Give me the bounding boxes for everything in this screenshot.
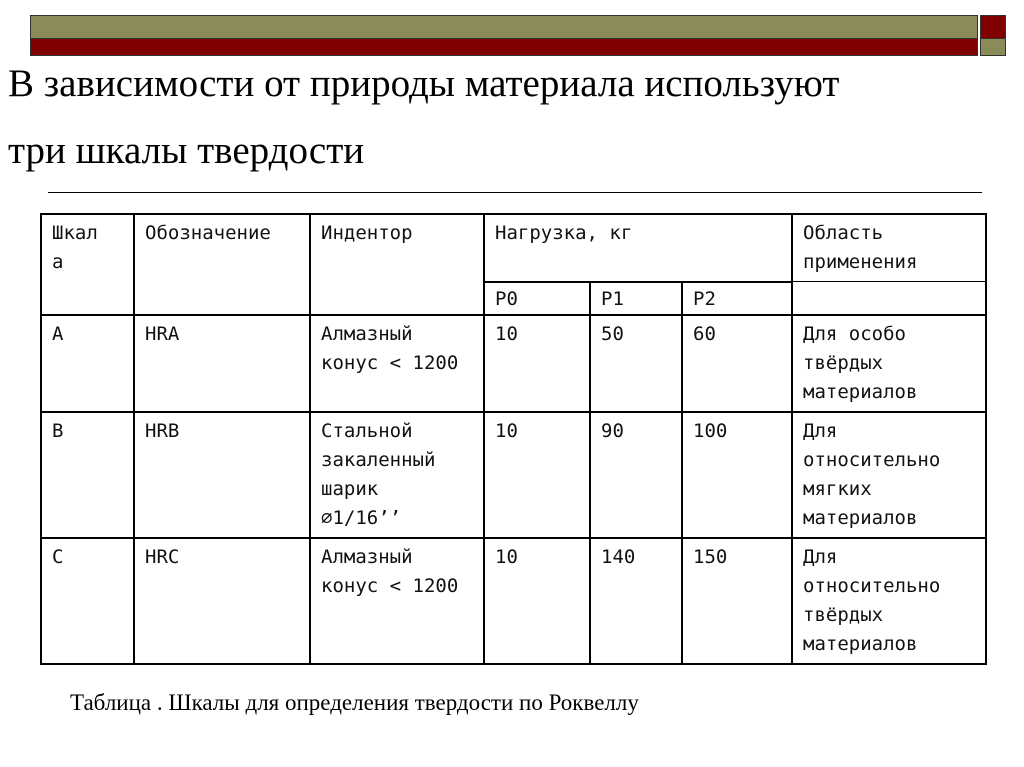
cell-scale: A: [41, 315, 134, 412]
cell-scale: C: [41, 538, 134, 664]
cell-designation: HRC: [134, 538, 310, 664]
slide-title-line1: В зависимости от природы материала используют: [8, 62, 840, 105]
cell-p2: 150: [682, 538, 792, 664]
cell-p2: 60: [682, 315, 792, 412]
cell-application: Для относительно твёрдых материалов: [792, 538, 986, 664]
table-row: [41, 315, 986, 412]
cell-designation: HRA: [134, 315, 310, 412]
cell-application: Для особо твёрдых материалов: [792, 315, 986, 412]
cell-p0: 10: [484, 538, 590, 664]
cell-designation: HRB: [134, 412, 310, 538]
slide-title: [8, 50, 1008, 184]
table-row: [41, 412, 986, 538]
header-scale: Шкал а: [41, 214, 134, 315]
header-load: Нагрузка, кг: [484, 214, 792, 282]
cell-p0: 10: [484, 412, 590, 538]
table-row: [41, 538, 986, 664]
header-bar-olive: [30, 15, 978, 39]
header-corner-maroon: [980, 15, 1006, 39]
header-row: [41, 214, 986, 282]
cell-indenter: Алмазный конус < 1200: [310, 315, 484, 412]
slide-title-line2: три шкалы твердости: [8, 129, 365, 172]
cell-p2: 100: [682, 412, 792, 538]
cell-p1: 140: [590, 538, 682, 664]
cell-p1: 50: [590, 315, 682, 412]
header-application-blank: [792, 282, 986, 315]
header-indenter: Индентор: [310, 214, 484, 315]
header-p0: P0: [484, 282, 590, 315]
cell-p1: 90: [590, 412, 682, 538]
cell-application: Для относительно мягких материалов: [792, 412, 986, 538]
cell-scale: B: [41, 412, 134, 538]
table-caption: Таблица . Шкалы для определения твердости по Роквеллу: [70, 690, 639, 715]
cell-indenter: Стальной закаленный шарик ∅1/16’’: [310, 412, 484, 538]
header-p2: P2: [682, 282, 792, 315]
header-application: Область применения: [792, 214, 986, 282]
cell-p0: 10: [484, 315, 590, 412]
cell-indenter: Алмазный конус < 1200: [310, 538, 484, 664]
title-divider: [48, 192, 982, 193]
header-designation: Обозначение: [134, 214, 310, 315]
header-p1: P1: [590, 282, 682, 315]
hardness-table: [40, 213, 987, 665]
